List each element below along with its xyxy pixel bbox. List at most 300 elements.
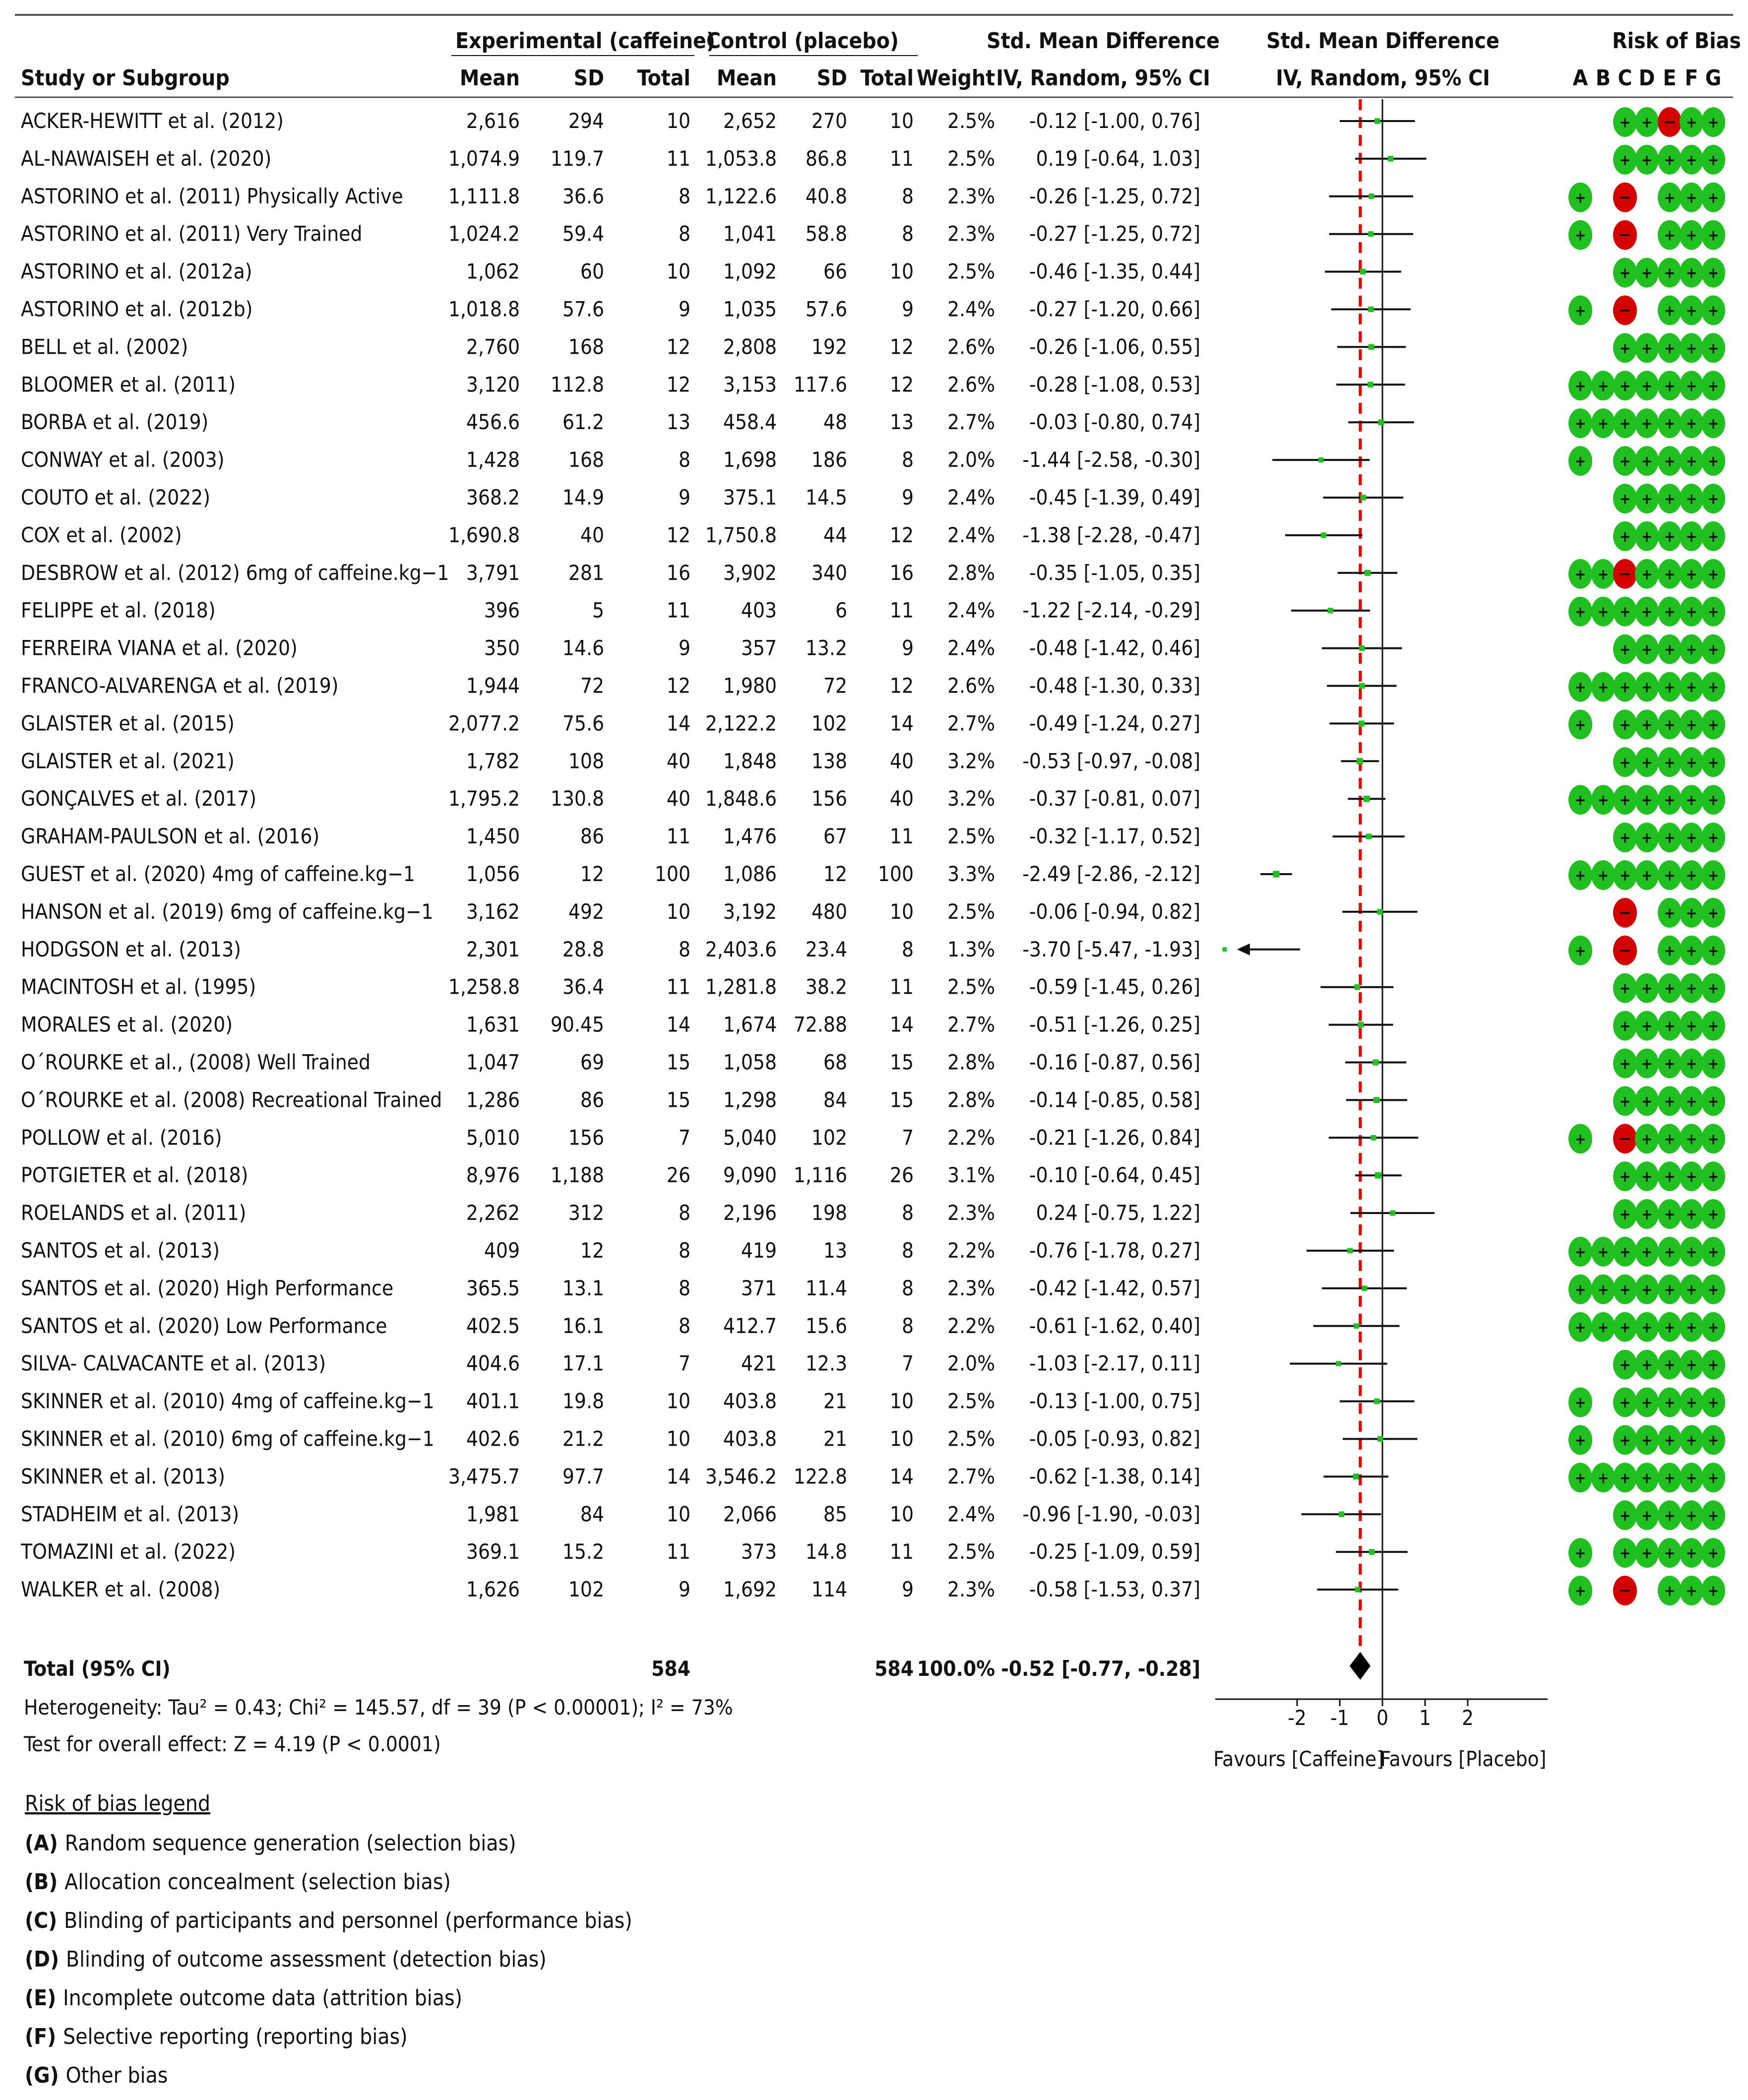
cell-em: 1,258.8 [448, 974, 520, 999]
cell-cn: 11 [889, 146, 914, 171]
cell-esd: 60 [580, 259, 604, 284]
cell-cn: 9 [901, 1577, 914, 1602]
exp-sd-header: SD [573, 65, 604, 91]
cell-cn: 12 [889, 372, 914, 397]
rob-symbol: + [1707, 528, 1719, 546]
cell-w: 2.4% [947, 598, 995, 623]
rob-symbol: + [1619, 1281, 1631, 1299]
cell-em: 1,631 [466, 1012, 520, 1037]
rob-symbol: + [1707, 227, 1719, 245]
rob-symbol: + [1686, 1319, 1697, 1336]
point-estimate [1374, 118, 1380, 124]
cell-csd: 85 [823, 1502, 847, 1527]
cell-ci: -0.25 [-1.09, 0.59] [1029, 1539, 1200, 1564]
cell-em: 1,024.2 [448, 221, 520, 246]
study-row [21, 297, 1200, 321]
study-name: SANTOS et al. (2020) High Performance [21, 1275, 394, 1300]
cell-em: 1,056 [466, 862, 520, 886]
cell-csd: 15.6 [805, 1313, 847, 1338]
rob-symbol: + [1686, 151, 1697, 169]
point-estimate [1365, 570, 1371, 576]
cell-en: 8 [678, 1238, 690, 1263]
study-name: STADHEIM et al. (2013) [21, 1502, 240, 1527]
rob-legend-desc: Other bias [65, 2063, 168, 2088]
rob-symbol: + [1664, 1356, 1676, 1374]
cell-ci: -0.37 [-0.81, 0.07] [1029, 786, 1200, 811]
study-name: ASTORINO et al. (2011) Very Trained [21, 221, 363, 246]
rob-grid [1568, 107, 1725, 1605]
cell-w: 2.7% [947, 410, 995, 435]
study-row [21, 1276, 1200, 1300]
cell-cm: 1,053.8 [705, 146, 777, 171]
cell-cn: 16 [889, 560, 914, 585]
cell-cm: 3,902 [723, 560, 777, 585]
cell-ci: -3.70 [-5.47, -1.93] [1022, 937, 1200, 961]
point-estimate [1369, 344, 1374, 350]
point-estimate [1321, 532, 1326, 538]
rob-legend-text [25, 2063, 168, 2088]
cell-csd: 138 [811, 749, 847, 773]
cell-w: 2.7% [947, 1012, 995, 1037]
rob-symbol: + [1664, 1545, 1676, 1563]
rob-symbol: + [1686, 566, 1697, 583]
cell-ci: -0.27 [-1.20, 0.66] [1029, 297, 1200, 321]
rob-symbol: + [1619, 1093, 1631, 1111]
rob-symbol: + [1707, 754, 1719, 772]
rob-symbol: + [1574, 867, 1586, 885]
cell-ci: -0.26 [-1.25, 0.72] [1029, 184, 1200, 208]
study-name: ASTORINO et al. (2012b) [21, 297, 253, 321]
rob-symbol: + [1641, 1394, 1653, 1412]
study-row [21, 485, 1200, 509]
rob-legend-text [25, 1831, 516, 1856]
cell-esd: 312 [568, 1201, 604, 1225]
rob-symbol: + [1686, 189, 1697, 207]
cell-esd: 17.1 [562, 1351, 604, 1376]
point-estimate [1368, 307, 1373, 312]
rob-symbol: + [1686, 264, 1697, 282]
rob-symbol: + [1574, 1583, 1586, 1600]
study-row [21, 1351, 1200, 1376]
study-name: BLOOMER et al. (2011) [21, 372, 236, 397]
cell-esd: 21.2 [562, 1426, 604, 1451]
rob-symbol: + [1686, 1244, 1697, 1261]
study-row [21, 1502, 1200, 1526]
cell-csd: 38.2 [805, 974, 847, 999]
cell-cm: 9,090 [723, 1163, 777, 1188]
cell-em: 1,944 [466, 673, 520, 698]
study-name: O´ROURKE et al. (2008) Recreational Trained [21, 1087, 442, 1112]
rob-symbol: + [1707, 378, 1719, 395]
study-row [21, 674, 1200, 698]
rob-symbol: + [1574, 227, 1586, 245]
cell-en: 10 [666, 1389, 690, 1413]
rob-symbol: + [1664, 415, 1676, 433]
rob-symbol: + [1686, 528, 1697, 546]
study-row [21, 184, 1200, 208]
rob-symbol: + [1641, 378, 1653, 395]
cell-w: 2.5% [947, 109, 995, 133]
cell-w: 2.2% [947, 1313, 995, 1338]
cell-en: 7 [678, 1351, 690, 1376]
point-estimate [1377, 1436, 1383, 1442]
rob-symbol: + [1619, 1244, 1631, 1261]
point-estimate [1368, 382, 1373, 387]
cell-csd: 1,116 [793, 1163, 847, 1188]
rob-symbol: + [1641, 415, 1653, 433]
study-name: POTGIETER et al. (2018) [21, 1163, 249, 1188]
cell-w: 2.5% [947, 974, 995, 999]
cell-en: 14 [666, 711, 690, 736]
ctrl-sd-header: SD [816, 65, 847, 91]
cell-cm: 1,086 [723, 862, 777, 886]
study-row [21, 259, 1200, 284]
cell-en: 12 [666, 522, 690, 547]
rob-symbol: + [1574, 679, 1586, 697]
cell-w: 2.2% [947, 1238, 995, 1263]
cell-ci: -0.14 [-0.85, 0.58] [1029, 1087, 1200, 1112]
rob-legend-desc: Selective reporting (reporting bias) [63, 2024, 408, 2049]
rob-letter-g: G [1705, 65, 1722, 91]
rob-symbol: + [1574, 1394, 1586, 1412]
rob-symbol: + [1664, 1244, 1676, 1261]
cell-cm: 1,848.6 [705, 786, 777, 811]
rob-symbol: + [1664, 980, 1676, 998]
rob-symbol: + [1574, 603, 1586, 621]
study-name: SANTOS et al. (2020) Low Performance [21, 1313, 387, 1338]
cell-em: 2,616 [466, 109, 520, 133]
cell-ci: -1.44 [-2.58, -0.30] [1022, 447, 1200, 472]
x-tick-label: -2 [1288, 1706, 1307, 1730]
cell-em: 350 [484, 636, 520, 660]
cell-cm: 403.8 [723, 1389, 777, 1413]
plot-method-header: IV, Random, 95% CI [1276, 65, 1490, 91]
cell-esd: 13.1 [562, 1275, 604, 1300]
rob-symbol: + [1664, 151, 1676, 169]
rob-symbol: + [1619, 378, 1631, 395]
rob-symbol: + [1664, 754, 1676, 772]
rob-symbol: + [1664, 1206, 1676, 1224]
cell-esd: 294 [568, 109, 604, 133]
cell-en: 8 [678, 1313, 690, 1338]
cell-en: 12 [666, 673, 690, 698]
cell-cm: 1,980 [723, 673, 777, 698]
cell-ci: -0.76 [-1.78, 0.27] [1029, 1238, 1200, 1263]
rob-symbol: + [1686, 1055, 1697, 1073]
cell-w: 2.8% [947, 1087, 995, 1112]
cell-en: 7 [678, 1125, 690, 1150]
point-estimate [1359, 683, 1365, 689]
cell-em: 3,162 [466, 899, 520, 924]
cell-esd: 168 [568, 447, 604, 472]
rob-symbol: + [1641, 1018, 1653, 1035]
rob-symbol: + [1641, 980, 1653, 998]
exp-total-header: Total [637, 65, 690, 91]
point-estimate [1359, 720, 1365, 726]
cell-en: 8 [678, 184, 690, 208]
cell-esd: 59.4 [562, 221, 604, 246]
rob-symbol: + [1707, 716, 1719, 734]
rob-symbol: + [1641, 340, 1653, 358]
cell-csd: 340 [811, 560, 847, 585]
rob-symbol: + [1641, 754, 1653, 772]
cell-csd: 13 [823, 1238, 847, 1263]
plot-title-header: Std. Mean Difference [1266, 28, 1499, 54]
rob-symbol: + [1686, 867, 1697, 885]
cell-esd: 1,188 [550, 1163, 604, 1188]
cell-w: 2.5% [947, 146, 995, 171]
cell-en: 11 [666, 974, 690, 999]
study-row [21, 1314, 1200, 1338]
cell-csd: 48 [823, 410, 847, 435]
rob-symbol: + [1641, 1131, 1653, 1148]
rob-letter-e: E [1663, 65, 1677, 91]
rob-symbol: + [1641, 867, 1653, 885]
rob-symbol: + [1707, 566, 1719, 583]
cell-esd: 86 [580, 824, 604, 849]
cell-w: 2.5% [947, 1539, 995, 1564]
cell-em: 456.6 [466, 410, 520, 435]
rob-letter-c: C [1618, 65, 1632, 91]
total-ci: -0.52 [-0.77, -0.28] [1001, 1656, 1200, 1681]
cell-cm: 1,122.6 [705, 184, 777, 208]
study-name: COX et al. (2002) [21, 522, 182, 547]
cell-em: 1,795.2 [448, 786, 520, 811]
rob-legend-item [25, 1947, 547, 1972]
total-exp-n: 584 [651, 1656, 690, 1681]
cell-cn: 7 [901, 1351, 914, 1376]
rob-symbol: + [1619, 1394, 1631, 1412]
rob-symbol: + [1664, 603, 1676, 621]
study-row [21, 1050, 1200, 1075]
cell-cn: 10 [889, 1389, 914, 1413]
study-name: COUTO et al. (2022) [21, 485, 210, 509]
cell-w: 2.4% [947, 1502, 995, 1527]
cell-esd: 15.2 [562, 1539, 604, 1564]
rob-symbol: + [1664, 1507, 1676, 1525]
point-estimate [1362, 1285, 1367, 1291]
rob-symbol: + [1597, 603, 1609, 621]
rob-symbol: + [1686, 792, 1697, 810]
cell-w: 2.5% [947, 899, 995, 924]
study-row [21, 447, 1200, 472]
study-row [21, 410, 1200, 434]
study-name: GLAISTER et al. (2021) [21, 749, 235, 773]
cell-cm: 3,546.2 [705, 1464, 777, 1489]
cell-cn: 8 [901, 1238, 914, 1263]
study-name: BELL et al. (2002) [21, 334, 188, 359]
rob-symbol: − [1619, 940, 1631, 960]
cell-ci: -0.12 [-1.00, 0.76] [1029, 109, 1200, 133]
study-name: FRANCO-ALVARENGA et al. (2019) [21, 673, 339, 698]
rob-symbol: + [1641, 1093, 1653, 1111]
rob-symbol: + [1707, 867, 1719, 885]
rob-symbol: + [1707, 1244, 1719, 1261]
cell-em: 409 [484, 1238, 520, 1263]
cell-en: 11 [666, 146, 690, 171]
cell-csd: 186 [811, 447, 847, 472]
study-row [20, 1539, 1200, 1564]
cell-en: 40 [666, 786, 690, 811]
cell-ci: -0.48 [-1.42, 0.46] [1029, 636, 1200, 660]
rob-symbol: − [1619, 1129, 1631, 1149]
study-name: CONWAY et al. (2003) [21, 447, 225, 472]
cell-w: 2.8% [947, 560, 995, 585]
rob-symbol: + [1619, 151, 1631, 169]
cell-cn: 8 [901, 184, 914, 208]
rob-symbol: + [1707, 415, 1719, 433]
rob-symbol: + [1597, 1281, 1609, 1299]
rob-legend-key: (E) [25, 1985, 63, 2011]
rob-symbol: + [1619, 1018, 1631, 1035]
cell-en: 100 [654, 862, 690, 886]
rob-symbol: + [1641, 1469, 1653, 1487]
cell-esd: 28.8 [562, 937, 604, 961]
rob-symbol: − [1619, 1581, 1631, 1601]
cell-cm: 1,476 [723, 824, 777, 849]
point-estimate [1327, 608, 1333, 613]
cell-en: 16 [666, 560, 690, 585]
rob-legend-text [25, 1908, 632, 1933]
rob-symbol: + [1664, 566, 1676, 583]
cell-ci: -0.45 [-1.39, 0.49] [1029, 485, 1200, 509]
rob-symbol: + [1664, 679, 1676, 697]
rob-symbol: + [1641, 114, 1653, 131]
cell-w: 2.8% [947, 1050, 995, 1075]
rob-symbol: + [1641, 716, 1653, 734]
cell-w: 2.3% [947, 1275, 995, 1300]
cell-csd: 84 [823, 1087, 847, 1112]
cell-cm: 458.4 [723, 410, 777, 435]
cell-ci: -0.06 [-0.94, 0.82] [1029, 899, 1200, 924]
cell-csd: 66 [823, 259, 847, 284]
rob-legend-key: (B) [25, 1869, 65, 1895]
rob-symbol: + [1686, 1583, 1697, 1600]
rob-symbol: + [1619, 340, 1631, 358]
rob-symbol: − [1619, 187, 1631, 207]
cell-em: 5,010 [466, 1125, 520, 1150]
cell-esd: 102 [568, 1577, 604, 1602]
cell-em: 1,062 [466, 259, 520, 284]
cell-esd: 61.2 [562, 410, 604, 435]
rob-symbol: + [1707, 942, 1719, 960]
cell-en: 12 [666, 372, 690, 397]
rob-symbol: + [1619, 641, 1631, 659]
cell-cn: 9 [901, 485, 914, 509]
cell-csd: 102 [811, 1125, 847, 1150]
rob-symbol: + [1686, 227, 1697, 245]
cell-en: 11 [666, 1539, 690, 1564]
cell-cn: 10 [889, 1502, 914, 1527]
point-estimate [1354, 1323, 1359, 1329]
rob-symbol: + [1707, 1018, 1719, 1035]
cell-cn: 8 [901, 937, 914, 961]
cell-en: 10 [666, 109, 690, 133]
cell-cn: 8 [901, 221, 914, 246]
rob-symbol: + [1574, 1131, 1586, 1148]
rob-symbol: + [1619, 716, 1631, 734]
study-name: FERREIRA VIANA et al. (2020) [21, 636, 298, 660]
study-row [21, 372, 1200, 396]
cell-ci: -0.96 [-1.90, -0.03] [1022, 1502, 1200, 1527]
study-row [21, 1201, 1200, 1225]
rob-symbol: + [1707, 1319, 1719, 1336]
study-row [21, 222, 1200, 246]
point-estimate [1377, 909, 1383, 915]
rob-symbol: + [1574, 1545, 1586, 1563]
cell-w: 2.3% [947, 1577, 995, 1602]
weight-header: Weight [917, 65, 995, 91]
rob-symbol: + [1664, 453, 1676, 471]
rob-symbol: + [1664, 1319, 1676, 1336]
cell-ci: -0.03 [-0.80, 0.74] [1029, 410, 1200, 435]
x-tick-label: -1 [1330, 1706, 1349, 1730]
rob-symbol: + [1619, 980, 1631, 998]
rob-symbol: + [1574, 792, 1586, 810]
study-name: O´ROURKE et al., (2008) Well Trained [21, 1050, 371, 1075]
cell-en: 8 [678, 937, 690, 961]
cell-em: 368.2 [466, 485, 520, 509]
rob-legend-text [25, 1947, 547, 1972]
cell-esd: 75.6 [562, 711, 604, 736]
cell-ci: -0.32 [-1.17, 0.52] [1029, 824, 1200, 849]
rob-symbol: + [1641, 264, 1653, 282]
rob-symbol: + [1641, 1244, 1653, 1261]
rob-symbol: + [1641, 151, 1653, 169]
cell-esd: 14.9 [562, 485, 604, 509]
rob-symbol: + [1707, 1432, 1719, 1450]
rob-symbol: + [1707, 1168, 1719, 1186]
rob-symbol: + [1619, 754, 1631, 772]
cell-em: 1,450 [466, 824, 520, 849]
cell-en: 26 [666, 1163, 690, 1188]
cell-csd: 23.4 [805, 937, 847, 961]
cell-csd: 44 [823, 522, 847, 547]
rob-symbol: + [1686, 603, 1697, 621]
rob-symbol: + [1619, 603, 1631, 621]
cell-em: 3,791 [466, 560, 520, 585]
cell-ci: -0.46 [-1.35, 0.44] [1029, 259, 1200, 284]
rob-symbol: + [1619, 867, 1631, 885]
cell-em: 1,428 [466, 447, 520, 472]
rob-symbol: + [1686, 980, 1697, 998]
cell-esd: 84 [580, 1502, 604, 1527]
point-estimate [1318, 457, 1323, 462]
study-name: GLAISTER et al. (2015) [21, 711, 235, 736]
rob-symbol: + [1664, 264, 1676, 282]
rob-symbol: + [1664, 1018, 1676, 1035]
rob-symbol: + [1707, 491, 1719, 508]
cell-csd: 72 [823, 673, 847, 698]
rob-symbol: + [1641, 566, 1653, 583]
rob-symbol: + [1574, 415, 1586, 433]
rob-symbol: + [1641, 1319, 1653, 1336]
study-row [21, 334, 1200, 359]
favours-placebo-label: Favours [Placebo] [1380, 1747, 1547, 1771]
cell-csd: 14.8 [805, 1539, 847, 1564]
study-row [21, 711, 1200, 735]
cell-w: 3.2% [947, 786, 995, 811]
study-row [21, 937, 1200, 961]
study-row [21, 975, 1200, 999]
point-estimate [1371, 1135, 1376, 1141]
rob-symbol: + [1707, 1583, 1719, 1600]
cell-ci: -2.49 [-2.86, -2.12] [1022, 862, 1200, 886]
cell-csd: 72.88 [793, 1012, 847, 1037]
rob-symbol: + [1707, 603, 1719, 621]
cell-cm: 2,066 [723, 1502, 777, 1527]
rob-symbol: + [1641, 1206, 1653, 1224]
